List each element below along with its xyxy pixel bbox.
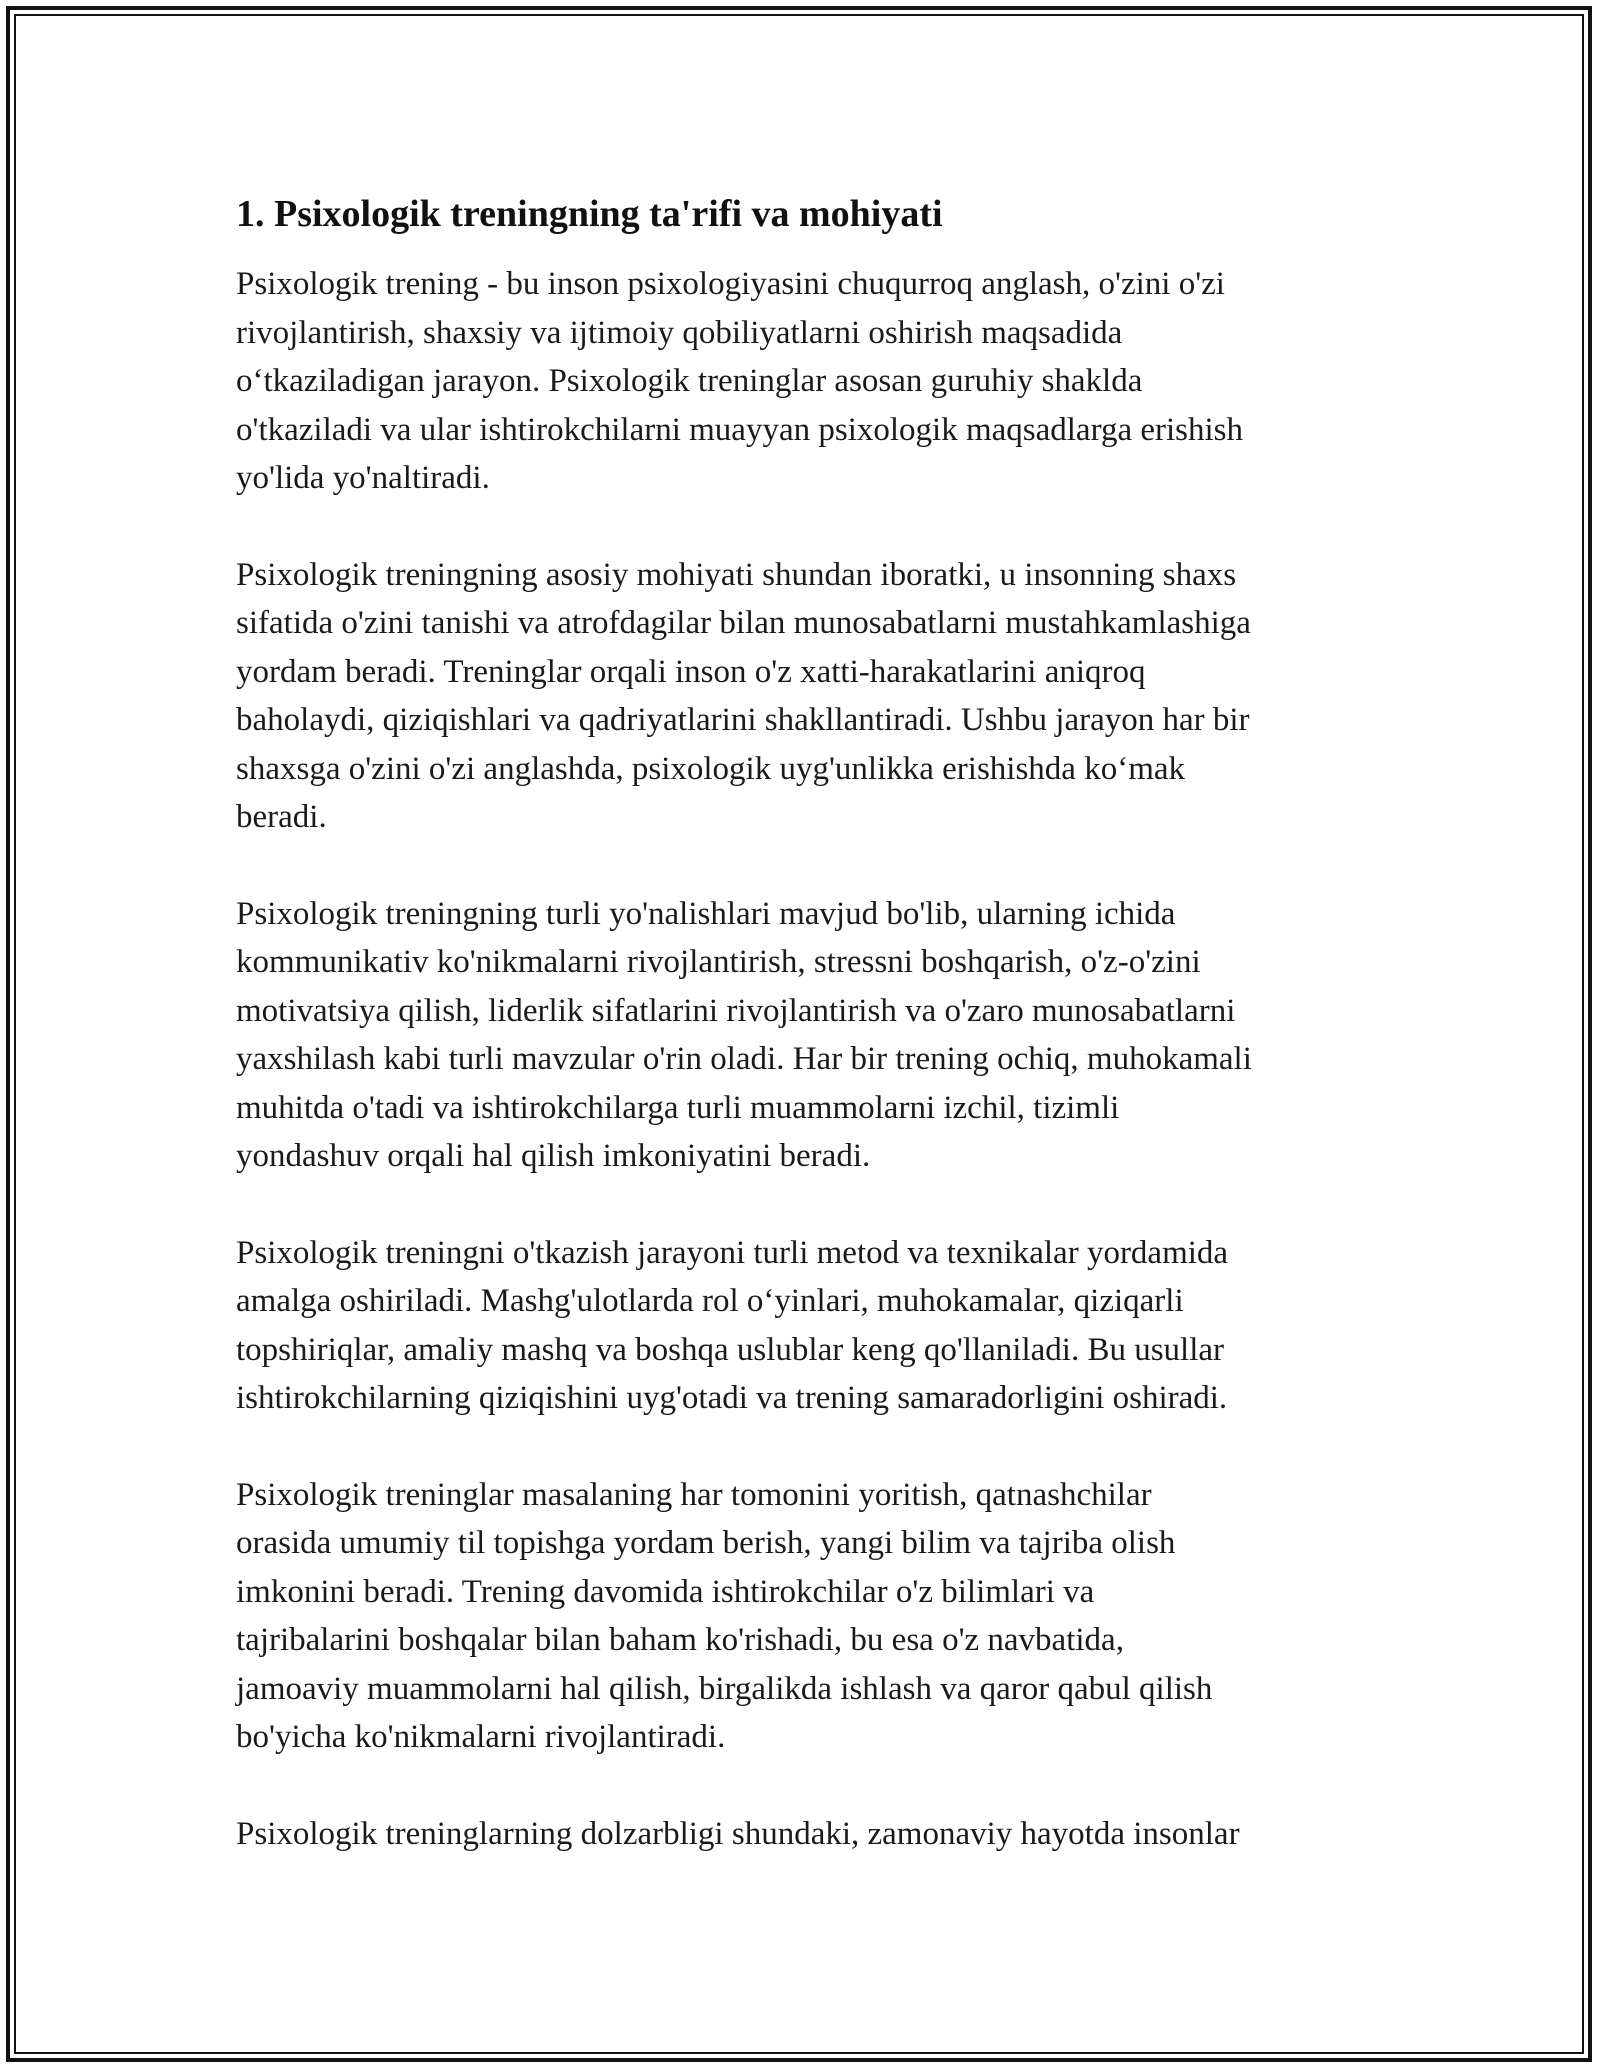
text-line: bo'yicha ko'nikmalarni rivojlantiradi. — [236, 1719, 726, 1755]
paragraph-5 — [236, 1471, 1376, 1762]
text-line: muhitda o'tadi va ishtirokchilarga turli muammolarni izchil, tizimli — [236, 1089, 1120, 1126]
text-line: Psixologik treningni o'tkazish jarayoni turli metod va texnikalar yordamida — [236, 1234, 1229, 1271]
text-line: yo'lida yo'naltiradi. — [236, 460, 490, 496]
text-line: ishtirokchilarning qiziqishini uyg'otadi va trening samaradorligini oshiradi. — [236, 1380, 1228, 1416]
section-heading: 1. Psixologik treningning ta'rifi va mohiyati — [236, 193, 943, 235]
text-line: kommunikativ ko'nikmalarni rivojlantirish, stressni boshqarish, o'z-o'zini — [236, 944, 1201, 980]
text-line: motivatsiya qilish, liderlik sifatlarini rivojlantirish va o'zaro munosabatlarni — [236, 992, 1236, 1029]
text-line: Psixologik treninglar masalaning har tomonini yoritish, qatnashchilar — [236, 1476, 1152, 1513]
text-line: yaxshilash kabi turli mavzular o'rin oladi. Har bir trening ochiq, muhokamali — [236, 1041, 1252, 1077]
text-line: yondashuv orqali hal qilish imkoniyatini beradi. — [236, 1138, 871, 1174]
text-line: imkonini beradi. Trening davomida ishtirokchilar o'z bilimlari va — [236, 1573, 1095, 1610]
text-line: o'tkaziladi va ular ishtirokchilarni muayyan psixologik maqsadlarga erishish — [236, 411, 1244, 448]
text-line: Psixologik treninglarning dolzarbligi shundaki, zamonaviy hayotda insonlar — [236, 1815, 1240, 1852]
paragraph-4 — [236, 1229, 1376, 1423]
text-line: o‘tkaziladigan jarayon. Psixologik treninglar asosan guruhiy shaklda — [236, 363, 1143, 399]
text-line: Psixologik treningning asosiy mohiyati shundan iboratki, u insonning shaxs — [236, 556, 1237, 593]
text-line: beradi. — [236, 799, 327, 835]
text-line: orasida umumiy til topishga yordam berish, yangi bilim va tajriba olish — [236, 1525, 1176, 1561]
text-line: topshiriqlar, amaliy mashq va boshqa uslublar keng qo'llaniladi. Bu usullar — [236, 1331, 1225, 1368]
text-line: yordam beradi. Treninglar orqali inson o'z xatti-harakatlarini aniqroq — [236, 653, 1146, 690]
paragraph-2 — [236, 551, 1376, 842]
paragraph-1 — [236, 260, 1376, 503]
paragraph-6 — [236, 1810, 1376, 1859]
text-line: sifatida o'zini tanishi va atrofdagilar bilan munosabatlarni mustahkamlashiga — [236, 605, 1251, 641]
text-line: shaxsga o'zini o'zi anglashda, psixologik uyg'unlikka erishishda ko‘mak — [236, 750, 1186, 787]
document-body — [236, 186, 1376, 1906]
text-line: rivojlantirish, shaxsiy va ijtimoiy qobiliyatlarni oshirish maqsadida — [236, 314, 1123, 351]
paragraph-3 — [236, 890, 1376, 1181]
text-line: jamoaviy muammolarni hal qilish, birgalikda ishlash va qaror qabul qilish — [236, 1670, 1213, 1707]
text-line: amalga oshiriladi. Mashg'ulotlarda rol o‘yinlari, muhokamalar, qiziqarli — [236, 1283, 1184, 1319]
text-line: baholaydi, qiziqishlari va qadriyatlarini shakllantiradi. Ushbu jarayon har bir — [236, 702, 1250, 738]
text-line: tajribalarini boshqalar bilan baham ko'rishadi, bu esa o'z navbatida, — [236, 1622, 1124, 1658]
text-line: Psixologik trening - bu inson psixologiyasini chuqurroq anglash, o'zini o'zi — [236, 266, 1225, 302]
text-line: Psixologik treningning turli yo'nalishlari mavjud bo'lib, ularning ichida — [236, 895, 1176, 932]
